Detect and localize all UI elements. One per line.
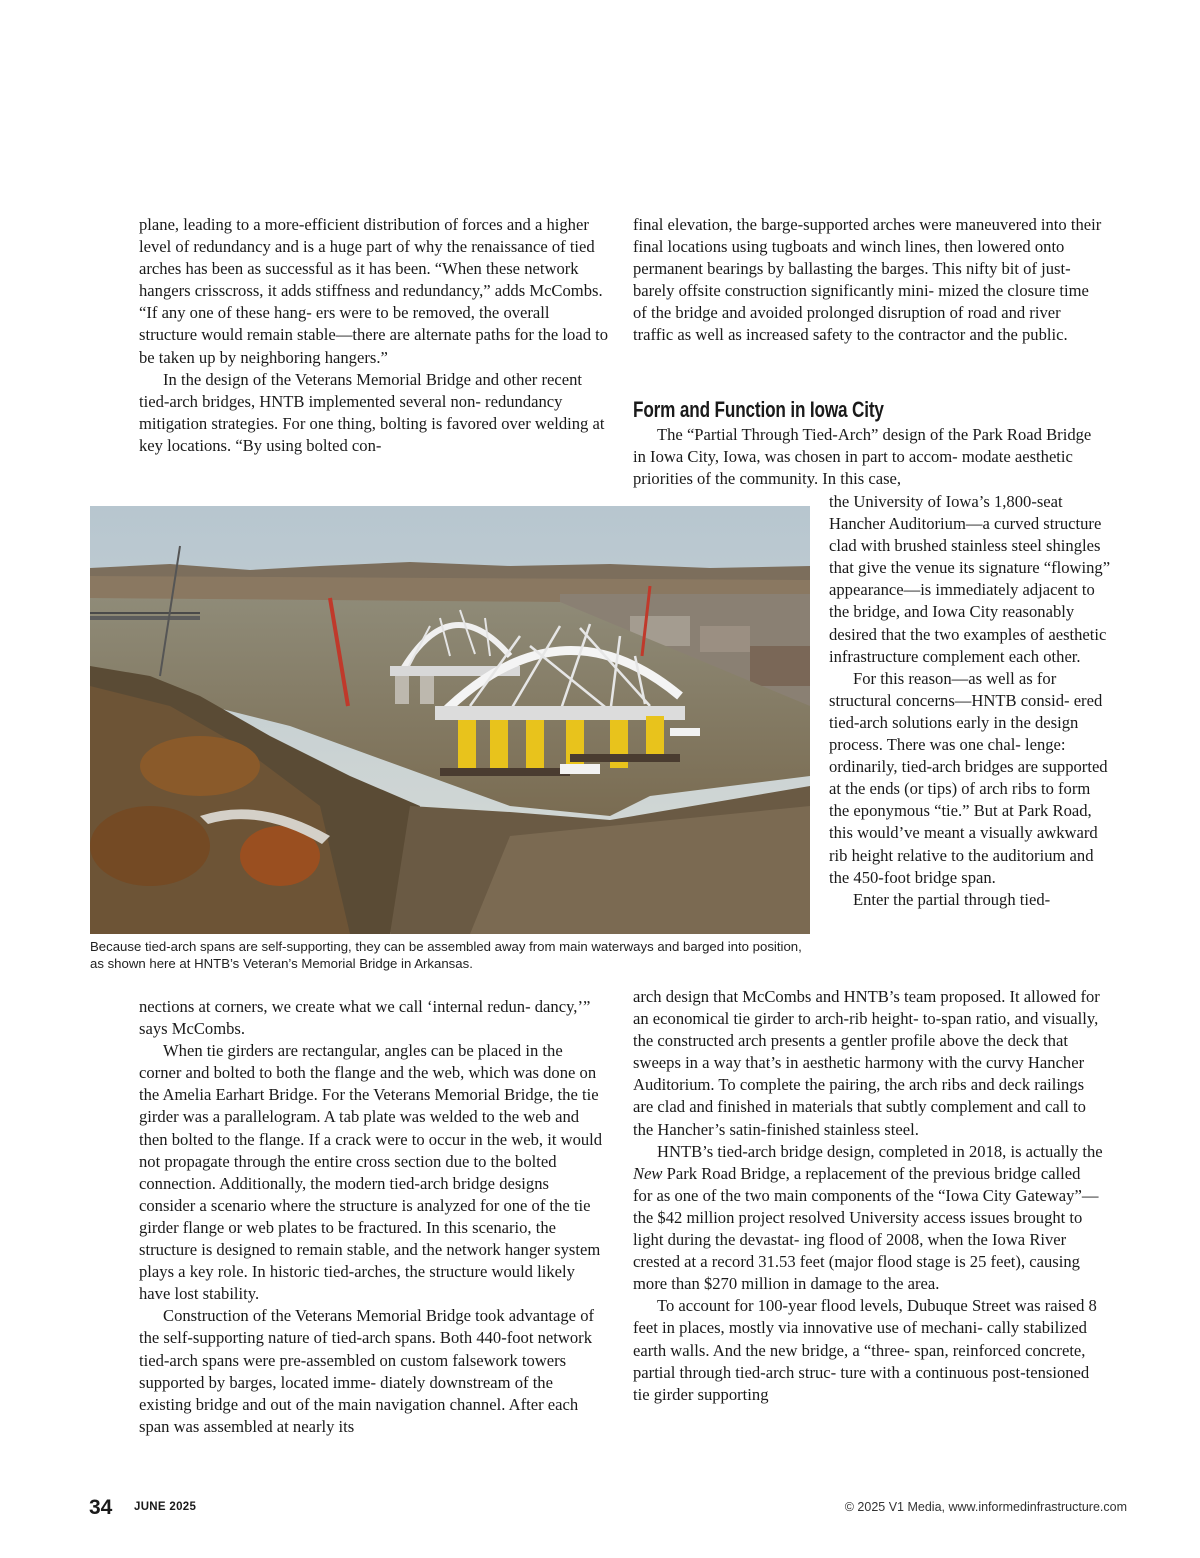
page-number: 34 — [89, 1496, 113, 1519]
paragraph: nections at corners, we create what we call ‘internal redun- dancy,’” says McCombs. — [139, 997, 591, 1039]
paragraph: final elevation, the barge-supported arches were maneuvered into their final locations using tugboats and winch lines, then lowered onto permanent bearings by ballasting the barges. This nifty bit of just-barely offsite construction significantly mini- mized the closure time of the bridge and avoided prolonged disruption of road and river traffic as well as increased safety to the contractor and the public. — [633, 215, 1102, 345]
paragraph: In the design of the Veterans Memorial Bridge and other recent tied-arch bridges, HNTB implemented several non- redundancy mitigation strategies. For one thing, bolting is favored over welding at key locations. “By using bolted con- — [139, 369, 605, 455]
emphasis-text: New — [633, 1163, 663, 1183]
paragraph: plane, leading to a more-efficient distribution of forces and a higher level of redundancy and is a huge part of why the renaissance of tied arches has been as successful as it has been. “When these network hangers crisscross, it adds stiffness and redundancy,” adds McCombs. “If any one of these hang- ers were to be removed, the overall structure would remain stable—there are alternate paths for the load to be taken up by neighboring hangers.” — [139, 215, 609, 367]
column-1-bottom — [139, 996, 609, 1438]
text-span: Park Road Bridge, a replacement of the previous bridge called for as one of the two main components of the “Iowa City Gateway”—the $42 million project resolved University access issues brought to light during the devastat- ing flood of 2008, when the Iowa River crested at a record 31.53 feet (major flood stage is 25 feet), causing more than $270 million in damage to the area. — [633, 1163, 1099, 1294]
section-heading: Form and Function in Iowa City — [633, 397, 884, 422]
paragraph: The “Partial Through Tied-Arch” design of the Park Road Bridge in Iowa City, Iowa, was chosen in part to accom- modate aesthetic priorities of the community. In this case, — [633, 425, 1092, 489]
column-2-narrow — [829, 491, 1113, 911]
issue-date: JUNE 2025 — [134, 1501, 197, 1513]
photo-caption: Because tied-arch spans are self-supporting, they can be assembled away from main waterways and barged into position, as shown here at HNTB’s Veteran’s Memorial Bridge in Arkansas. — [90, 939, 802, 971]
paragraph — [633, 1141, 1103, 1296]
paragraph: arch design that McCombs and HNTB’s team proposed. It allowed for an economical tie girder to arch-rib height- to-span ratio, and visually, the constructed arch presents a gentler profile above the deck that sweeps in a way that’s in aesthetic harmony with the curvy Hancher Auditorium. To complete the pairing, the arch ribs and deck railings are clad and finished in materials that subtly complement and call to the Hancher’s satin-finished stainless steel. — [633, 987, 1100, 1139]
column-2-top — [633, 214, 1103, 347]
section-heading-wrap — [633, 397, 1113, 423]
copyright: © 2025 V1 Media, www.informedinfrastructure.com — [844, 1500, 1127, 1514]
column-1-top — [139, 214, 609, 457]
column-2-bottom — [633, 986, 1103, 1406]
column-2-intro — [633, 424, 1103, 490]
paragraph: Construction of the Veterans Memorial Bridge took advantage of the self-supporting nature of tied-arch spans. Both 440-foot network tied-arch spans were pre-assembled on custom falsework towers supported by barges, located imme- diately downstream of the existing bridge and out of the main navigation channel. After each span was assembled at nearly its — [139, 1306, 595, 1436]
bridge-photo-illustration — [90, 506, 810, 934]
bridge-photo — [90, 506, 810, 934]
paragraph: When tie girders are rectangular, angles can be placed in the corner and bolted to both the flange and the web, which was done on the Amelia Earhart Bridge. For the Veterans Memorial Bridge, the tie girder was a parallelogram. A tab plate was welded to the web and then bolted to the flange. If a crack were to occur in the web, it would not propagate through the entire cross section due to the bolted connection. Additionally, the modern tied-arch bridge designs consider a scenario where the structure is analyzed for one of the tie girder flange or web plates to be fractured. In this scenario, the structure is designed to remain stable, and the network hanger system plays a key role. In historic tied-arches, the structure would likely have lost stability. — [139, 1041, 603, 1304]
text-span: HNTB’s tied-arch bridge design, completed in 2018, is actually the — [657, 1141, 1103, 1161]
paragraph: the University of Iowa’s 1,800-seat Hancher Auditorium—a curved structure clad with brushed stainless steel shingles that give the venue its signature “flowing” appearance—is immediately adjacent to the bridge, and Iowa City reasonably desired that the two examples of aesthetic infrastructure complement each other. — [829, 492, 1111, 666]
paragraph: To account for 100-year flood levels, Dubuque Street was raised 8 feet in places, mostly via innovative use of mechani- cally stabilized earth walls. And the new bridge, a “three- span, reinforced concrete, partial through tied-arch struc- ture with a continuous post-tensioned tie girder supporting — [633, 1296, 1097, 1404]
paragraph: For this reason—as well as for structural concerns—HNTB consid- ered tied-arch solutions early in the design process. There was one chal- lenge: ordinarily, tied-arch bridges are supported at the ends (or tips) of arch ribs to form the eponymous “tie.” But at Park Road, this would’ve meant a visually awkward rib height relative to the auditorium and the 450-foot bridge span. — [829, 668, 1108, 887]
paragraph: Enter the partial through tied- — [853, 889, 1051, 909]
